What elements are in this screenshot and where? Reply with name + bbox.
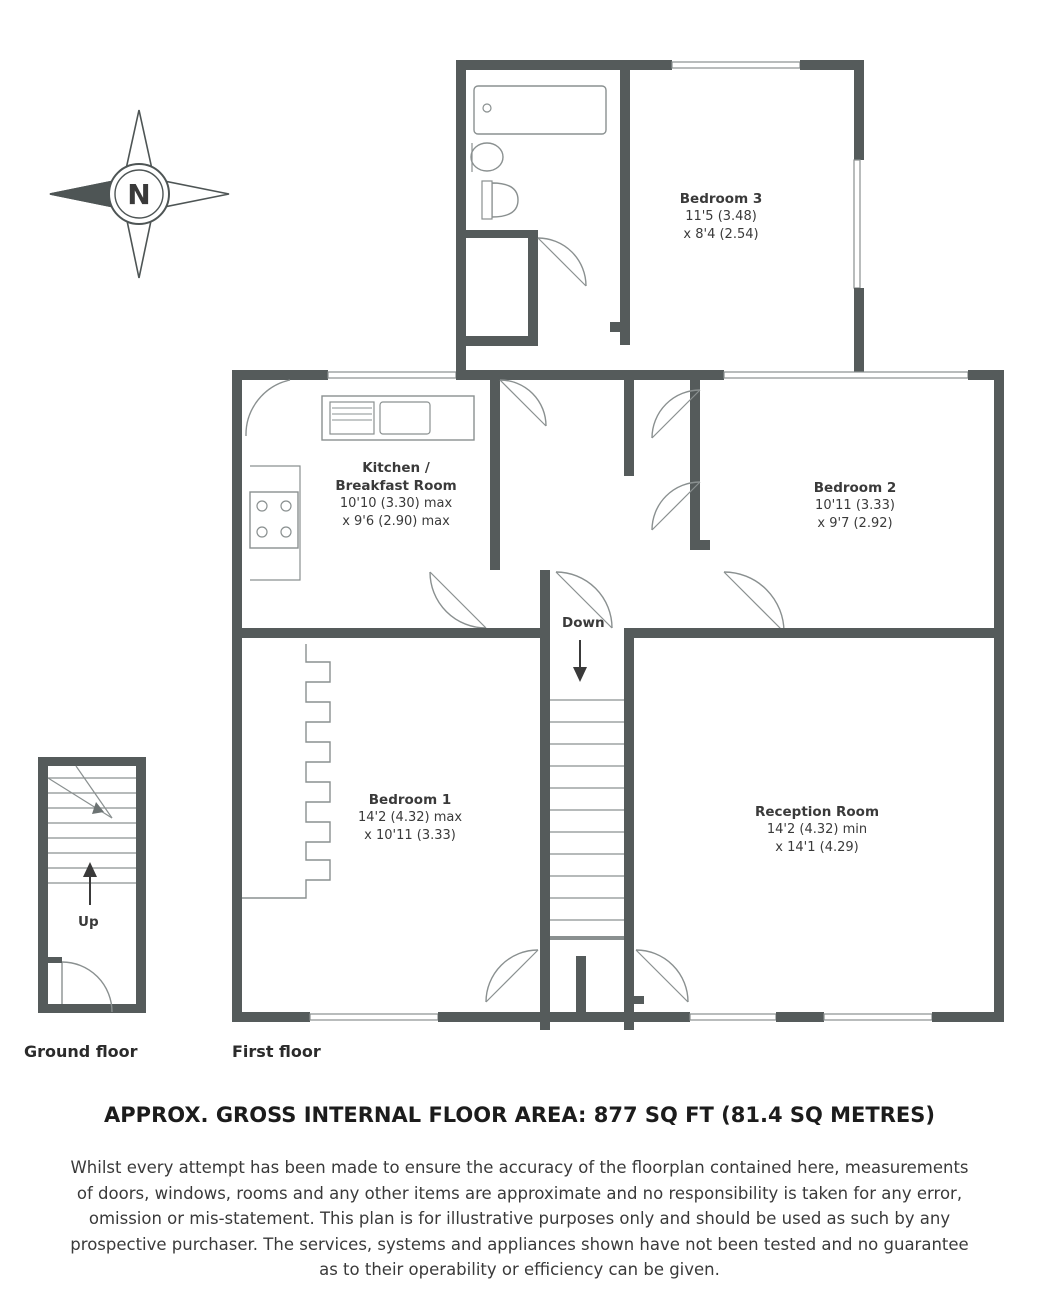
north-arrow-icon <box>50 110 229 278</box>
room-label-reception-room <box>712 803 922 856</box>
down-arrow-icon <box>573 640 587 682</box>
room-name: Bedroom 1 <box>368 792 452 808</box>
floor-label-ground: Ground floor <box>24 1042 138 1061</box>
compass-letter: N <box>127 178 151 211</box>
disclaimer-line-5: as to their operability or efficiency can be given. <box>319 1260 720 1280</box>
room-label-bedroom-3 <box>621 190 821 243</box>
room-label-bedroom-1 <box>305 791 515 844</box>
ground-floor-plan <box>38 757 146 1013</box>
room-dimension-2: x 10'11 (3.33) <box>364 827 456 843</box>
room-dimension-1: 14'2 (4.32) max <box>357 810 463 826</box>
room-dimension-1: 11'5 (3.48) <box>685 209 757 225</box>
room-dimension-2: x 14'1 (4.29) <box>775 839 859 855</box>
disclaimer-line-3: omission or mis-statement. This plan is for illustrative purposes only and should be used as such by any <box>88 1209 951 1229</box>
room-name: Reception Room <box>754 804 880 820</box>
room-name-line-1: Kitchen / <box>362 460 430 476</box>
floor-label-first: First floor <box>232 1042 321 1061</box>
room-dimension-1: 10'10 (3.30) max <box>339 496 453 512</box>
room-dimension-2: x 9'6 (2.90) max <box>342 513 450 529</box>
room-dimension-2: x 8'4 (2.54) <box>683 226 759 242</box>
disclaimer-line-1: Whilst every attempt has been made to ensure the accuracy of the floorplan contained here, measurements <box>70 1158 969 1177</box>
room-name: Bedroom 2 <box>813 480 897 496</box>
room-label-kitchen-breakfast-room <box>291 459 501 531</box>
stairs-up-label: Up <box>78 914 99 930</box>
room-dimension-1: 10'11 (3.33) <box>815 498 895 514</box>
room-name: Bedroom 3 <box>679 191 763 207</box>
stairs-down-label: Down <box>562 615 605 631</box>
room-name-line-2: Breakfast Room <box>335 478 457 495</box>
room-dimension-1: 14'2 (4.32) min <box>766 822 868 838</box>
gross-internal-floor-area: APPROX. GROSS INTERNAL FLOOR AREA: 877 SQ FT (81.4 SQ METRES) <box>104 1103 935 1127</box>
disclaimer-line-2: of doors, windows, rooms and any other items are approximate and no responsibility is taken for any error, <box>76 1183 963 1203</box>
room-dimension-2: x 9'7 (2.92) <box>817 515 893 531</box>
disclaimer-line-4: prospective purchaser. The services, systems and appliances shown have not been tested and no guarantee <box>70 1234 969 1254</box>
room-label-bedroom-2 <box>755 479 955 532</box>
disclaimer-text <box>20 1155 1019 1283</box>
first-floor-plan <box>232 60 1004 1030</box>
